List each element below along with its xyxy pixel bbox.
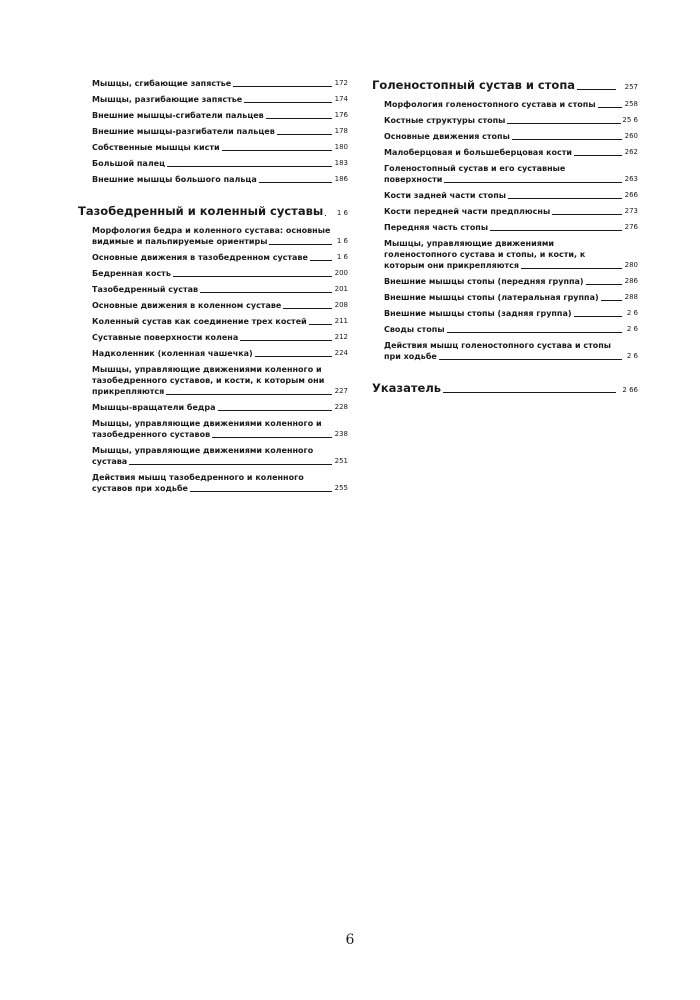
entry-title: Своды стопы xyxy=(384,325,445,334)
toc-left-column xyxy=(78,78,348,499)
entry-page: 263 xyxy=(624,175,638,183)
entry-title: Основные движения в тазобедренном суставе xyxy=(92,253,308,262)
entry-page: 251 xyxy=(334,457,348,465)
entry-page: 183 xyxy=(334,159,348,167)
toc-entry[interactable] xyxy=(384,131,638,142)
spacer xyxy=(372,367,638,381)
entry-page: 200 xyxy=(334,269,348,277)
toc-entry[interactable] xyxy=(384,238,638,271)
entry-page: 174 xyxy=(334,95,348,103)
entry-page: 260 xyxy=(624,132,638,140)
entry-title: Мышцы, сгибающие запястье xyxy=(92,79,232,88)
toc-entry[interactable] xyxy=(384,276,638,287)
toc-entry[interactable] xyxy=(92,252,348,263)
toc-entry[interactable] xyxy=(92,78,348,89)
section-page: 1 6 xyxy=(336,209,348,217)
entry-page: 224 xyxy=(334,349,348,357)
entry-title: Костные структуры стопы xyxy=(384,116,506,125)
toc-entry[interactable] xyxy=(92,472,348,494)
entry-page: 286 xyxy=(624,277,638,285)
toc-left-entries xyxy=(78,225,348,494)
entry-title: Мышцы, управляющие движениями голеностопного сустава и стопы, и кости, к которым они прикрепляются xyxy=(384,239,586,270)
entry-page: 172 xyxy=(334,79,348,87)
section-title: Голеностопный сустав и стопа xyxy=(372,78,576,92)
toc-entry[interactable] xyxy=(92,418,348,440)
entry-page: 176 xyxy=(334,111,348,119)
entry-title: Кости задней части стопы xyxy=(384,191,506,200)
entry-page: 208 xyxy=(334,301,348,309)
toc-entry[interactable] xyxy=(92,402,348,413)
entry-page: 2 6 xyxy=(626,309,638,317)
entry-title: Бедренная кость xyxy=(92,269,171,278)
entry-page: 238 xyxy=(334,430,348,438)
entry-title: Собственные мышцы кисти xyxy=(92,143,220,152)
toc-entry[interactable] xyxy=(384,340,638,362)
entry-title: Основные движения в коленном суставе xyxy=(92,301,282,310)
entry-title: Передняя часть стопы xyxy=(384,223,489,232)
toc-entry[interactable] xyxy=(92,268,348,279)
toc-entry[interactable] xyxy=(92,332,348,343)
entry-title: Надколенник (коленная чашечка) xyxy=(92,349,253,358)
section-page: 2 66 xyxy=(622,386,638,394)
toc-section-hip-knee[interactable] xyxy=(78,204,348,219)
entry-title: Мышцы, управляющие движениями коленного сустава xyxy=(92,446,314,466)
toc-entry[interactable] xyxy=(384,147,638,158)
toc-entry[interactable] xyxy=(384,115,638,126)
toc-entry[interactable] xyxy=(92,300,348,311)
toc-entry[interactable] xyxy=(384,163,638,185)
toc-section-ankle-foot[interactable] xyxy=(372,78,638,93)
entry-page: 227 xyxy=(334,387,348,395)
entry-page: 273 xyxy=(624,207,638,215)
entry-page: 211 xyxy=(334,317,348,325)
entry-title: Мышцы, управляющие движениями коленного и тазобедренного суставов, и кости, к которым они прикрепляются xyxy=(92,365,325,396)
entry-page: 2 6 xyxy=(626,325,638,333)
entry-title: Большой палец xyxy=(92,159,166,168)
toc-entry[interactable] xyxy=(92,316,348,327)
entry-page: 25 6 xyxy=(622,116,638,124)
toc-entry[interactable] xyxy=(92,445,348,467)
spacer xyxy=(78,190,348,204)
toc-right-column xyxy=(372,78,638,402)
toc-entry[interactable] xyxy=(92,142,348,153)
entry-page: 178 xyxy=(334,127,348,135)
entry-page: 266 xyxy=(624,191,638,199)
entry-page: 201 xyxy=(334,285,348,293)
entry-title: Внешние мышцы-сгибатели пальцев xyxy=(92,111,264,120)
entry-title: Мышцы, разгибающие запястье xyxy=(92,95,243,104)
entry-title: Действия мышц тазобедренного и коленного суставов при ходьбе xyxy=(92,473,304,493)
entry-title: Морфология бедра и коленного сустава: основные видимые и пальпируемые ориентиры xyxy=(92,226,331,246)
toc-entry[interactable] xyxy=(92,94,348,105)
toc-entry[interactable] xyxy=(92,225,348,247)
toc-entry[interactable] xyxy=(92,174,348,185)
entry-page: 258 xyxy=(624,100,638,108)
entry-page: 212 xyxy=(334,333,348,341)
toc-entry[interactable] xyxy=(92,158,348,169)
entry-title: Мышцы-вращатели бедра xyxy=(92,403,216,412)
entry-title: Суставные поверхности колена xyxy=(92,333,239,342)
entry-title: Тазобедренный сустав xyxy=(92,285,199,294)
toc-left-top-entries xyxy=(78,78,348,185)
toc-entry[interactable] xyxy=(384,99,638,110)
toc-entry[interactable] xyxy=(384,206,638,217)
entry-page: 1 6 xyxy=(336,237,348,245)
entry-page: 276 xyxy=(624,223,638,231)
toc-section-index[interactable] xyxy=(372,381,638,396)
entry-page: 1 6 xyxy=(336,253,348,261)
toc-entry[interactable] xyxy=(92,284,348,295)
entry-title: Внешние мышцы большого пальца xyxy=(92,175,257,184)
entry-page: 262 xyxy=(624,148,638,156)
entry-title: Малоберцовая и большеберцовая кости xyxy=(384,148,573,157)
section-title: Указатель xyxy=(372,381,442,395)
entry-title: Коленный сустав как соединение трех костей xyxy=(92,317,307,326)
entry-title: Действия мышц голеностопного сустава и стопы при ходьбе xyxy=(384,341,611,361)
toc-entry[interactable] xyxy=(384,222,638,233)
toc-right-entries xyxy=(372,99,638,362)
toc-entry[interactable] xyxy=(384,308,638,319)
toc-entry[interactable] xyxy=(92,110,348,121)
entry-page: 228 xyxy=(334,403,348,411)
section-title: Тазобедренный и коленный суставы xyxy=(78,204,324,218)
entry-title: Основные движения стопы xyxy=(384,132,510,141)
entry-title: Внешние мышцы стопы (задняя группа) xyxy=(384,309,572,318)
entry-title: Внешние мышцы-разгибатели пальцев xyxy=(92,127,275,136)
section-page: 257 xyxy=(624,83,638,91)
entry-title: Внешние мышцы стопы (латеральная группа) xyxy=(384,293,599,302)
toc-entry[interactable] xyxy=(92,348,348,359)
entry-page: 180 xyxy=(334,143,348,151)
entry-title: Морфология голеностопного сустава и стопы xyxy=(384,100,596,109)
entry-title: Мышцы, управляющие движениями коленного и тазобедренного суставов xyxy=(92,419,322,439)
entry-title: Голеностопный сустав и его суставные поверхности xyxy=(384,164,566,184)
entry-page: 186 xyxy=(334,175,348,183)
entry-title: Внешние мышцы стопы (передняя группа) xyxy=(384,277,584,286)
entry-title: Кости передней части предплюсны xyxy=(384,207,551,216)
toc-entry[interactable] xyxy=(384,190,638,201)
toc-entry[interactable] xyxy=(384,324,638,335)
entry-page: 288 xyxy=(624,293,638,301)
entry-page: 2 6 xyxy=(626,352,638,360)
entry-page: 255 xyxy=(334,484,348,492)
page-number: 6 xyxy=(345,932,355,948)
entry-page: 280 xyxy=(624,261,638,269)
toc-entry[interactable] xyxy=(384,292,638,303)
toc-entry[interactable] xyxy=(92,364,348,397)
toc-entry[interactable] xyxy=(92,126,348,137)
